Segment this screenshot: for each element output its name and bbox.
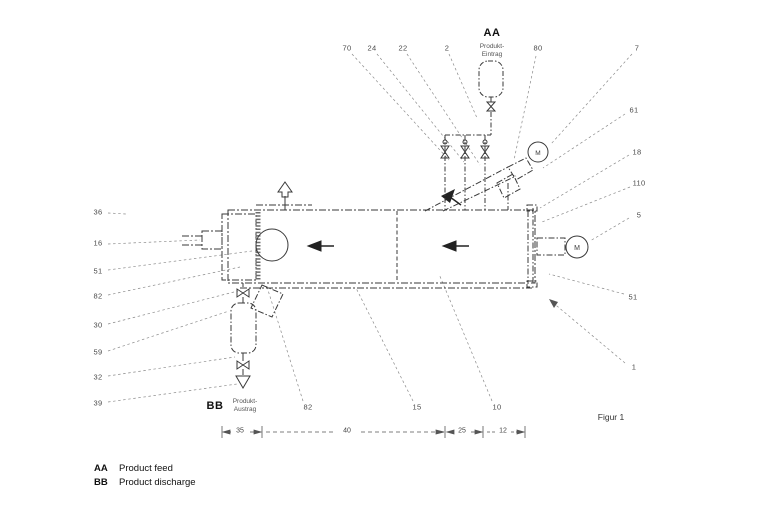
dimension-chain: [222, 426, 525, 438]
vent-arrow: [278, 182, 292, 210]
legend-item-aa: [94, 462, 196, 476]
flow-arrows: [308, 241, 469, 251]
ref-numeral-80: 80: [533, 43, 543, 53]
ref-numeral-7: 7: [634, 43, 640, 53]
inclined-duct: [425, 158, 533, 211]
leader-lines: [108, 54, 632, 402]
discharge-sublabel-line1: Produkt-: [232, 398, 258, 405]
ref-numeral-2: 2: [444, 43, 450, 53]
discharge-container: [231, 303, 256, 353]
feed-sublabel: [471, 43, 513, 59]
legend: [94, 462, 196, 490]
ref-numeral-82: 82: [303, 402, 313, 412]
motor-right: [566, 236, 588, 258]
leader-arrowhead: [549, 299, 558, 308]
legend-code-aa: AA: [94, 463, 108, 474]
valve-icon: [237, 361, 249, 369]
dimension-label-40: 40: [343, 427, 351, 435]
ref-numeral-61: 61: [629, 105, 639, 115]
discharge-code-label: BB: [206, 400, 224, 412]
feed-sublabel-line2: Eintrag: [481, 51, 503, 58]
figure-title: Figur 1: [597, 412, 625, 422]
discharge-arrow: [236, 376, 250, 388]
ref-numeral-18: 18: [632, 147, 642, 157]
legend-text-aa: Product feed: [119, 463, 173, 474]
feed-sublabel-line1: Produkt-: [479, 43, 505, 50]
ref-numeral-59: 59: [93, 347, 103, 357]
ref-numeral-51: 51: [93, 266, 103, 276]
discharge-sublabel-line2: Austrag: [233, 406, 257, 413]
ref-numeral-16: 16: [93, 238, 103, 248]
discharge-train: [231, 283, 256, 388]
legend-item-bb: [94, 476, 196, 490]
valve-icon: [487, 102, 495, 111]
ref-numeral-32: 32: [93, 372, 103, 382]
right-flange: [527, 205, 565, 287]
ref-numeral-36: 36: [93, 207, 103, 217]
ref-numeral-15: 15: [412, 402, 422, 412]
ref-numeral-82: 82: [93, 291, 103, 301]
motor-top: [528, 142, 548, 162]
dimension-label-35: 35: [236, 427, 244, 435]
sight-glass: [256, 229, 288, 261]
ref-numeral-110: 110: [632, 178, 646, 188]
ref-numeral-30: 30: [93, 320, 103, 330]
ref-numeral-10: 10: [492, 402, 502, 412]
ref-numeral-22: 22: [398, 43, 408, 53]
ref-numeral-70: 70: [342, 43, 352, 53]
motor-label-top: M: [535, 150, 541, 157]
ref-numeral-5: 5: [636, 210, 642, 220]
feed-code-label: AA: [483, 27, 501, 39]
discharge-chute: [251, 285, 283, 317]
discharge-sublabel: [226, 398, 264, 414]
ref-numeral-51: 51: [628, 292, 638, 302]
dimension-label-12: 12: [499, 427, 507, 435]
valve-icon: [237, 289, 249, 297]
feed-hopper: [479, 61, 503, 102]
dimension-label-25: 25: [458, 427, 466, 435]
legend-code-bb: BB: [94, 477, 108, 488]
motor-label: M: [574, 245, 580, 252]
legend-text-bb: Product discharge: [119, 477, 196, 488]
ref-numeral-39: 39: [93, 398, 103, 408]
vessel-body: [182, 205, 535, 288]
ref-numeral-1: 1: [631, 362, 637, 372]
duct-flow-arrow: [441, 189, 461, 205]
ref-numeral-24: 24: [367, 43, 377, 53]
